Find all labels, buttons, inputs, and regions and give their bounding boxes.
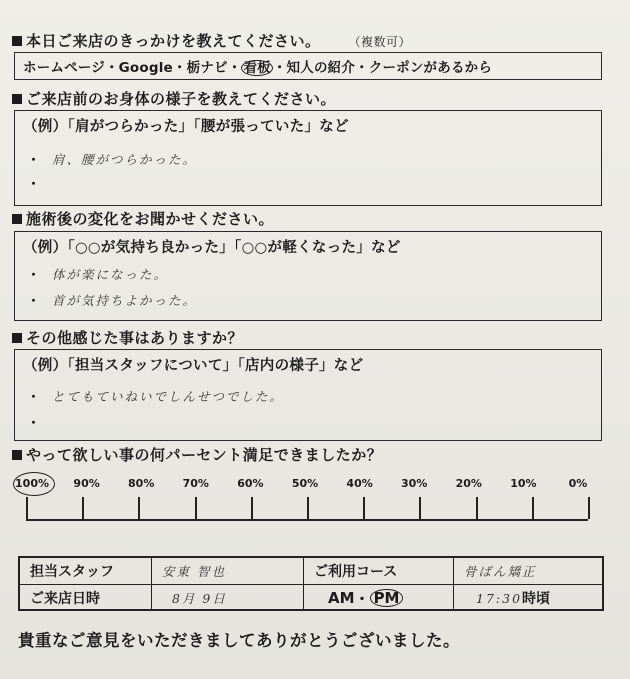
- pm-option-circled[interactable]: PM: [370, 589, 404, 607]
- scale-label[interactable]: 80%: [128, 477, 155, 490]
- before-answer-box: [14, 110, 602, 206]
- square-bullet-icon: [12, 333, 22, 343]
- scale-tick: [195, 497, 197, 519]
- scale-tick: [532, 497, 534, 519]
- thank-you-message: 貴重なご意見をいただきましてありがとうございました。: [18, 631, 460, 650]
- visit-info-table: [18, 556, 604, 611]
- staff-label: 担当スタッフ: [20, 558, 152, 585]
- scale-tick: [363, 497, 365, 519]
- time-suffix: 時頃: [522, 591, 551, 607]
- other-answer-line-1[interactable]: ・ とてもていねいでしんせつでした。: [27, 389, 285, 405]
- staff-value[interactable]: 安東 智也: [152, 558, 304, 585]
- before-answer-line-2[interactable]: ・: [27, 177, 41, 192]
- option-homepage[interactable]: ホームページ: [23, 60, 105, 76]
- course-label: ご利用コース: [304, 558, 454, 585]
- option-coupon[interactable]: クーポンがあるから: [368, 60, 493, 76]
- scale-label[interactable]: 40%: [346, 477, 373, 490]
- scale-tick: [588, 497, 590, 519]
- other-example: （例）「担当スタッフについて」「店内の様子」など: [23, 358, 364, 374]
- scale-label[interactable]: 20%: [455, 477, 482, 490]
- before-heading: ご来店前のお身体の様子を教えてください。: [12, 88, 336, 109]
- square-bullet-icon: [12, 214, 22, 224]
- other-heading: その他感じた事はありますか？: [12, 327, 243, 348]
- after-example: （例）「○○が気持ち良かった」「○○が軽くなった」など: [23, 240, 401, 256]
- scale-tick: [138, 497, 140, 519]
- square-bullet-icon: [12, 450, 22, 460]
- scale-tick: [26, 497, 28, 519]
- scale-label[interactable]: 60%: [237, 477, 264, 490]
- scale-label[interactable]: 70%: [182, 477, 209, 490]
- scale-tick: [307, 497, 309, 519]
- square-bullet-icon: [12, 36, 22, 46]
- satisfaction-heading: やって欲しい事の何パーセント満足できましたか？: [12, 444, 382, 465]
- multiple-allowed-note: （複数可）: [354, 35, 412, 49]
- scale-label[interactable]: 0%: [568, 477, 588, 490]
- scale-label[interactable]: 50%: [291, 477, 319, 490]
- scale-tick: [419, 497, 421, 519]
- option-tochinavi[interactable]: 栃ナビ: [186, 60, 228, 76]
- scale-tick: [82, 497, 84, 519]
- option-signboard-circled[interactable]: 看板: [243, 60, 271, 76]
- reason-options: ホームページ・Google・栃ナビ・ 看板 ・知人の紹介・クーポンがあるから: [23, 60, 493, 76]
- am-pm-selector[interactable]: AM ・ PM: [304, 585, 454, 611]
- before-example: （例）「肩がつらかった」「腰が張っていた」など: [23, 119, 349, 135]
- scale-baseline: [26, 519, 588, 521]
- square-bullet-icon: [12, 94, 22, 104]
- after-heading: 施術後の変化をお聞かせください。: [12, 208, 274, 229]
- after-answer-line-2[interactable]: ・ 首が気持ちよかった。: [27, 293, 198, 309]
- option-referral[interactable]: 知人の紹介: [286, 60, 356, 76]
- course-value[interactable]: 骨ばん矯正: [454, 558, 602, 585]
- date-value[interactable]: 8月 9日: [152, 585, 304, 611]
- reason-heading: 本日ご来店のきっかけを教えてください。 （複数可）: [12, 30, 411, 51]
- time-value[interactable]: 17:30 時頃: [454, 585, 602, 611]
- am-option[interactable]: AM: [328, 589, 355, 607]
- scale-tick: [476, 497, 478, 519]
- after-answer-line-1[interactable]: ・ 体が楽になった。: [27, 267, 169, 283]
- other-answer-box: [14, 349, 602, 441]
- scale-label[interactable]: 90%: [73, 477, 100, 490]
- reason-options-box: [14, 52, 602, 80]
- before-answer-line-1[interactable]: ・ 肩、腰がつらかった。: [27, 152, 198, 168]
- scale-label[interactable]: 30%: [401, 477, 428, 490]
- option-google[interactable]: Google: [118, 60, 173, 76]
- date-label: ご来店日時: [20, 585, 152, 611]
- other-answer-line-2[interactable]: ・: [27, 416, 41, 431]
- scale-tick: [251, 497, 253, 519]
- scale-label[interactable]: 10%: [510, 477, 537, 490]
- scale-label[interactable]: 100%: [15, 477, 49, 490]
- after-answer-box: [14, 231, 602, 321]
